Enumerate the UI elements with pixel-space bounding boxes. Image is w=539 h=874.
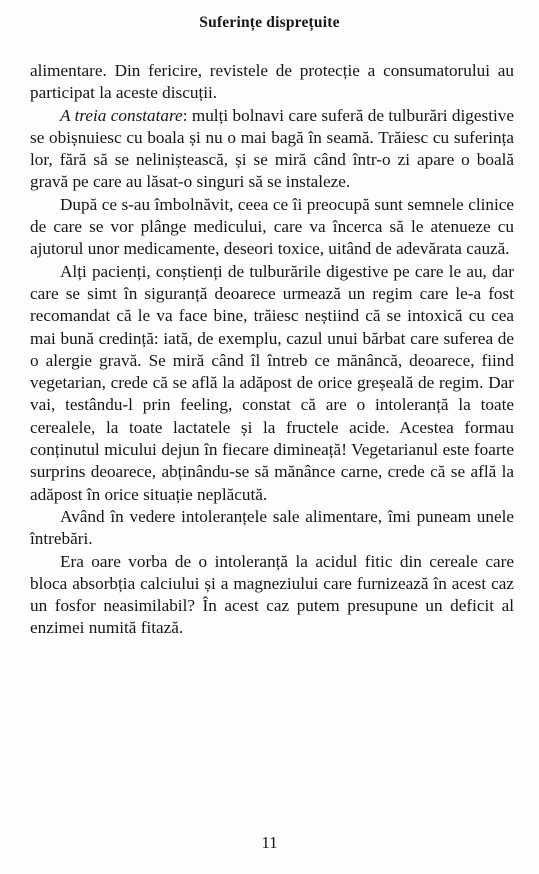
paragraph-other-patients: Alți pacienți, conștienți de tulburările digestive pe care le au, dar care se simt în siguranță deoarece urmează un regim care le-a fost recomandat că le va face bine, trăiesc neștiind că se intoxică cu cea mai bună credință: iată, de exemplu, cazul unui bărbat care suferea de o alergie gravă. Se miră când îl întreb ce mănâncă, deoarece, fiind vegetarian, crede că se află la adăpost de orice greșeală de regim. Dar vai, testându-l prin feeling, constat că are o intoleranță la toate cerealele, la toate lactatele și la fructele acide. Acestea formau conținutul micului dejun în fiecare dimineață! Vegetarianul este foarte surprins deoarece, abținându-se să mănânce carne, crede că se află la adăpost în orice situație neplăcută. xyxy=(30,261,514,504)
running-header-title: Suferințe disprețuite xyxy=(199,14,340,31)
paragraph-continuation: alimentare. Din fericire, revistele de protecție a consumatorului au participat la aceste discuții. xyxy=(30,61,514,103)
paragraph-third-finding xyxy=(30,105,514,194)
body-text xyxy=(30,60,514,640)
paragraph-intolerances: Având în vedere intoleranțele sale alimentare, îmi puneam unele întrebări. xyxy=(30,506,514,549)
paragraph-after-illness: După ce s-au îmbolnăvit, ceea ce îi preocupă sunt semnele clinice de care se vor plânge medicului, care va încerca să le atenueze cu ajutorul unor medicamente, deseori toxice, uitând de adevărata cauză. xyxy=(30,194,514,259)
page-number: 11 xyxy=(261,833,278,852)
paragraph-lead-label: A treia constatare xyxy=(60,105,183,125)
paragraph-phytic-acid: Era oare vorba de o intoleranță la acidul fitic din cereale care bloca absorbția calciului și a magneziului care furnizează în acest caz un fosfor neasimilabil? În acest caz putem presupune un deficit al enzimei numită fitază. xyxy=(30,551,514,638)
paragraph-text: : mulți bolnavi care suferă de tulburări digestive se obișnuiesc cu boala și nu o mai bagă în seamă. Trăiesc cu suferința lor, fără să se neliniștească, și se miră când într-o zi apare o boală gravă pe care au lăsat-o singuri să se instaleze. xyxy=(30,105,514,192)
